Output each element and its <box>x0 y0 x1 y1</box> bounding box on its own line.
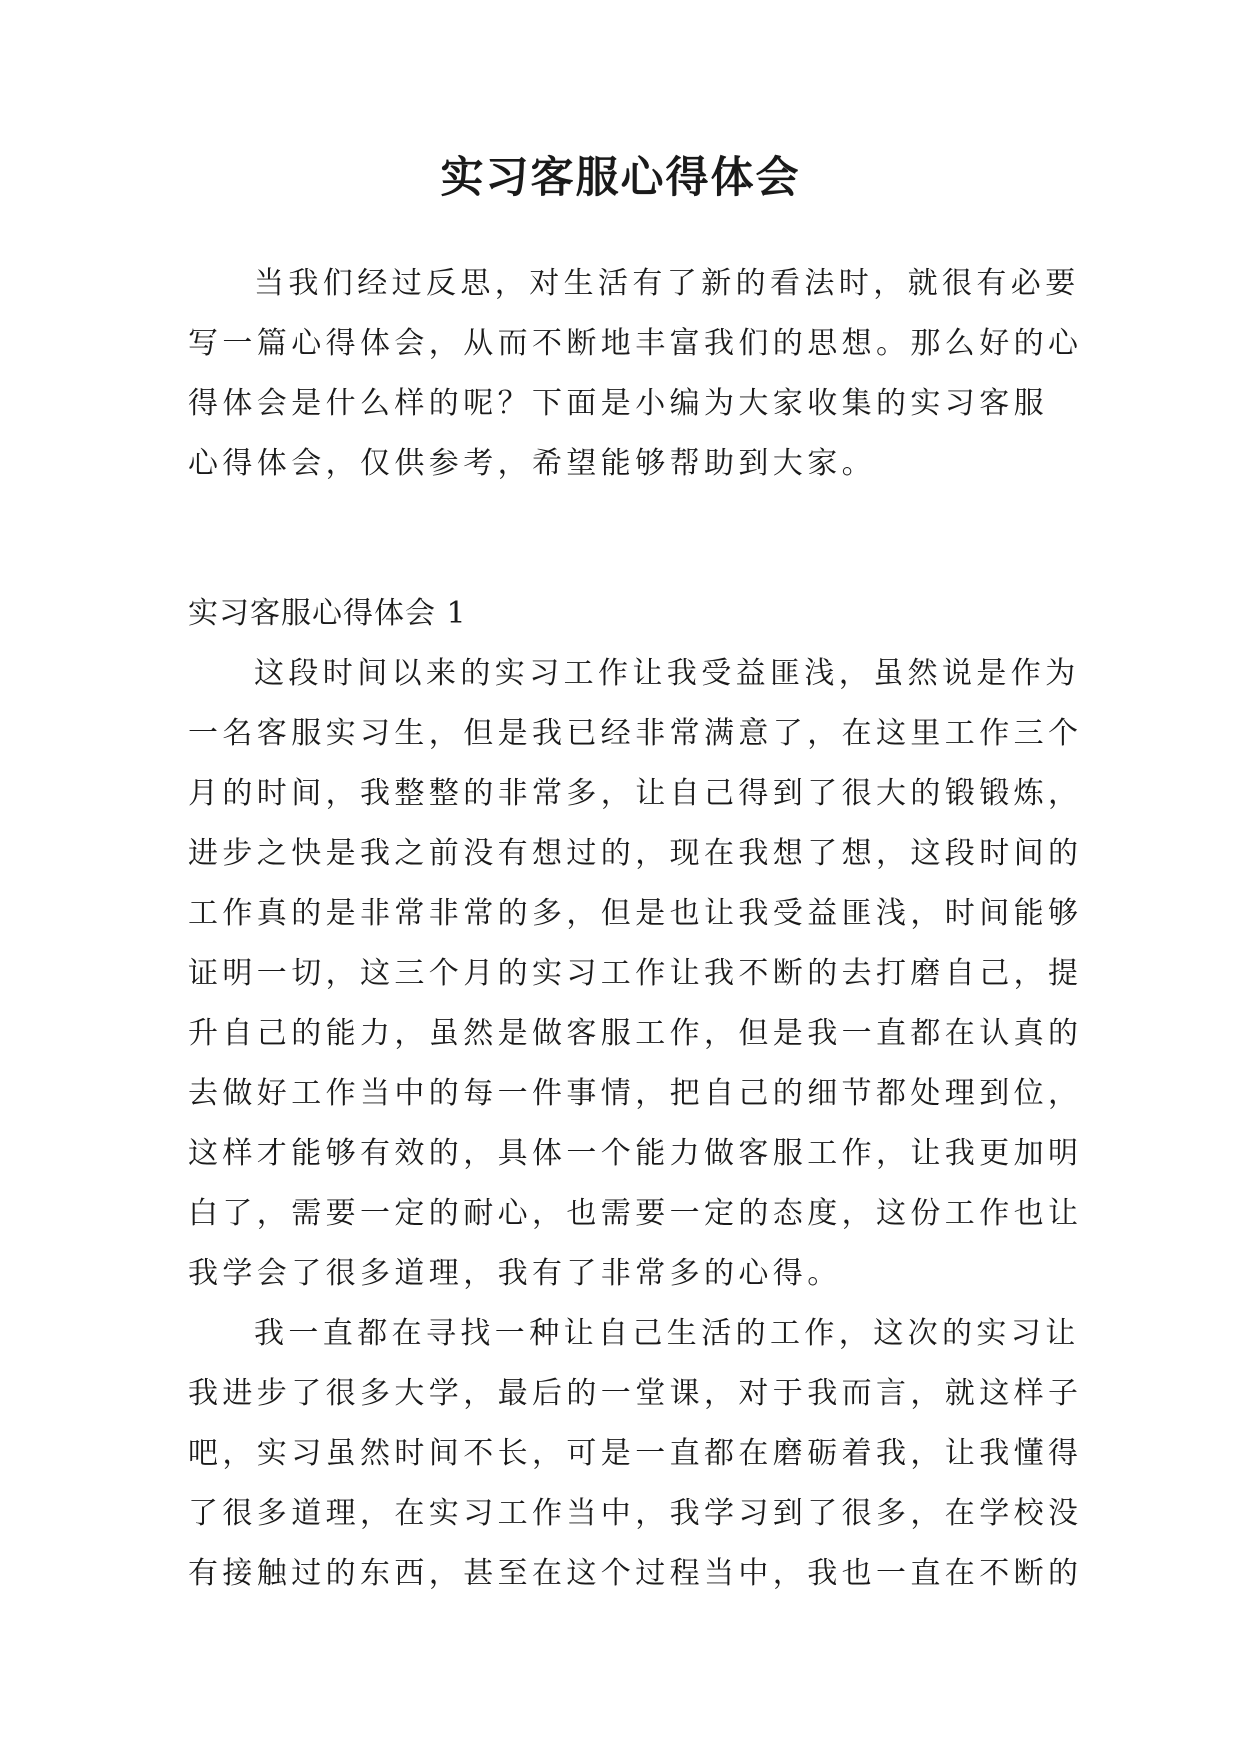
intro-paragraph <box>188 254 1083 494</box>
text-line: 白了，需要一定的耐心，也需要一定的态度，这份工作也让 <box>188 1196 1083 1231</box>
text-line: 月的时间，我整整的非常多，让自己得到了很大的锻锻炼， <box>188 776 1083 811</box>
text-line: 当我们经过反思，对生活有了新的看法时，就很有必要 <box>254 266 1080 301</box>
text-line: 工作真的是非常非常的多，但是也让我受益匪浅，时间能够 <box>188 896 1083 931</box>
body-paragraph-1 <box>188 644 1083 1304</box>
text-line: 一名客服实习生，但是我已经非常满意了，在这里工作三个 <box>188 716 1083 751</box>
text-line: 我进步了很多大学，最后的一堂课，对于我而言，就这样子 <box>188 1376 1083 1411</box>
text-line: 我一直都在寻找一种让自己生活的工作，这次的实习让 <box>254 1316 1080 1351</box>
text-line: 升自己的能力，虽然是做客服工作，但是我一直都在认真的 <box>188 1016 1083 1051</box>
text-line: 吧，实习虽然时间不长，可是一直都在磨砺着我，让我懂得 <box>188 1436 1083 1471</box>
text-line: 去做好工作当中的每一件事情，把自己的细节都处理到位， <box>188 1076 1083 1111</box>
text-line: 有接触过的东西，甚至在这个过程当中，我也一直在不断的 <box>188 1556 1083 1591</box>
text-line: 这段时间以来的实习工作让我受益匪浅，虽然说是作为 <box>254 656 1080 691</box>
text-line: 心得体会，仅供参考，希望能够帮助到大家。 <box>188 446 876 481</box>
section-heading: 实习客服心得体会 1 <box>188 596 467 631</box>
text-line: 证明一切，这三个月的实习工作让我不断的去打磨自己，提 <box>188 956 1083 991</box>
text-line: 我学会了很多道理，我有了非常多的心得。 <box>188 1256 842 1291</box>
document-title: 实习客服心得体会 <box>440 153 801 203</box>
text-line: 得体会是什么样的呢？下面是小编为大家收集的实习客服 <box>188 386 1048 421</box>
text-line: 这样才能够有效的，具体一个能力做客服工作，让我更加明 <box>188 1136 1083 1171</box>
text-line: 写一篇心得体会，从而不断地丰富我们的思想。那么好的心 <box>188 326 1083 361</box>
body-paragraph-2 <box>188 1304 1083 1604</box>
text-line: 了很多道理，在实习工作当中，我学习到了很多，在学校没 <box>188 1496 1083 1531</box>
text-line: 进步之快是我之前没有想过的，现在我想了想，这段时间的 <box>188 836 1083 871</box>
